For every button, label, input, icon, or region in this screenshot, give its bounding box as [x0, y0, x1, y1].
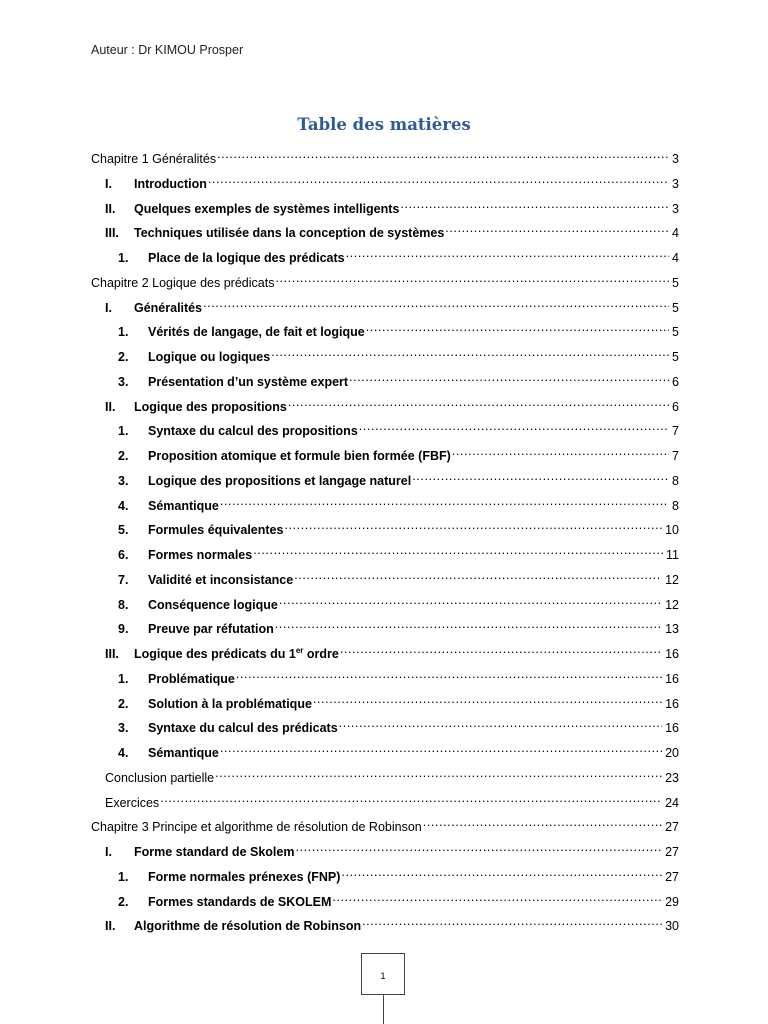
toc-entry-label: [148, 670, 235, 688]
toc-dot-leader: [220, 492, 669, 510]
toc-entry[interactable]: [118, 739, 679, 760]
toc-entry-label-text: Logique des propositions et langage naturel: [148, 473, 412, 488]
toc-entry-number: 1.: [118, 251, 129, 265]
toc-entry-label: [91, 818, 422, 836]
toc-entry-label: [148, 546, 252, 564]
toc-entry-number: 7.: [118, 572, 129, 587]
toc-title: Table des matières: [297, 115, 471, 134]
toc-entry-page: 24: [665, 795, 679, 810]
toc-entry-page: 27: [665, 869, 679, 884]
toc-entry-label: [134, 200, 399, 218]
toc-dot-leader: [366, 318, 669, 336]
toc-entry-page: 13: [665, 622, 679, 637]
toc-entry-page: 27: [665, 845, 679, 859]
page-number-box: [361, 953, 405, 995]
toc-dot-leader: [220, 739, 662, 757]
toc-dot-leader: [445, 219, 669, 237]
toc-entry-number: 2.: [118, 696, 129, 711]
toc-entry-label: [148, 497, 219, 515]
toc-entry[interactable]: [118, 318, 679, 340]
toc-entry-page: 20: [665, 746, 679, 760]
toc-entry[interactable]: [118, 368, 679, 389]
toc-entry-page: 6: [672, 399, 679, 414]
toc-dot-leader: [412, 467, 669, 485]
toc-entry-number: 4.: [118, 498, 129, 513]
toc-entry-label-suffix: ordre: [303, 647, 339, 661]
toc-dot-leader: [208, 170, 669, 188]
toc-entry-label: [134, 843, 294, 861]
toc-dot-leader: [359, 417, 669, 435]
toc-entry-label-text: Conclusion partielle: [105, 770, 215, 785]
toc-entry-page: 3: [672, 176, 679, 191]
toc-entry-number: 3.: [118, 374, 129, 389]
toc-entry[interactable]: [105, 764, 679, 785]
toc-entry-page: 3: [672, 201, 679, 216]
toc-entry-label: [105, 794, 159, 812]
toc-dot-leader: [295, 838, 662, 856]
toc-entry-page: 12: [665, 572, 679, 587]
toc-entry-number: 1.: [118, 424, 129, 439]
toc-entry-page: 5: [672, 275, 679, 290]
toc-entry-label-text: Conséquence logique: [148, 597, 278, 612]
toc-entry-page: 3: [672, 152, 679, 166]
toc-entry-number: I.: [105, 176, 112, 191]
toc-entry[interactable]: [118, 467, 679, 488]
toc-entry[interactable]: [105, 912, 679, 934]
toc-entry-label-text: Formules équivalentes: [148, 523, 284, 538]
toc-entry-label-text: Algorithme de résolution de Robinson: [134, 919, 362, 934]
toc-entry[interactable]: [118, 888, 679, 909]
toc-entry[interactable]: [91, 269, 679, 290]
toc-entry-number: 2.: [118, 449, 129, 463]
toc-entry-number: 6.: [118, 548, 129, 562]
toc-entry[interactable]: [105, 838, 679, 859]
toc-entry-superscript: er: [295, 646, 304, 655]
toc-dot-leader: [275, 269, 669, 287]
toc-entry-label-text: Solution à la problématique: [148, 696, 312, 711]
toc-entry-label-text: Logique des propositions: [134, 399, 287, 414]
toc-entry[interactable]: [118, 863, 679, 884]
toc-dot-leader: [400, 195, 669, 213]
toc-entry-label: [148, 596, 278, 614]
toc-entry-page: 16: [665, 721, 679, 736]
toc-entry-label: [148, 744, 219, 762]
toc-entry-label: [148, 571, 293, 589]
toc-entry-label: [134, 917, 361, 935]
toc-entry-label: [134, 175, 207, 193]
toc-entry-label-text: Vérités de langage, de fait et logique: [148, 325, 365, 340]
toc-entry-label: [148, 620, 274, 638]
document-author-header: Auteur : Dr KIMOU Prosper: [91, 43, 244, 57]
toc-entry-label: [148, 249, 345, 267]
toc-dot-leader: [452, 442, 669, 460]
toc-entry[interactable]: [105, 789, 679, 810]
toc-entry-label-text: Sémantique: [148, 498, 219, 513]
toc-entry-number: 3.: [118, 473, 129, 488]
toc-entry-label-text: Syntaxe du calcul des prédicats: [148, 721, 338, 736]
toc-entry-label: [148, 447, 451, 465]
toc-entry-label: [148, 373, 348, 391]
toc-entry-number: 8.: [118, 597, 129, 612]
toc-dot-leader: [279, 591, 662, 609]
toc-entry[interactable]: [91, 813, 679, 835]
toc-dot-leader: [215, 764, 662, 782]
toc-dot-leader: [341, 863, 662, 881]
toc-entry-number: 2.: [118, 894, 129, 909]
toc-entry-label: [148, 893, 331, 911]
toc-entry[interactable]: [91, 145, 679, 166]
toc-entry-number: III.: [105, 226, 119, 241]
toc-entry-number: III.: [105, 647, 119, 661]
toc-entry-label-text: Chapitre 1 Généralités: [91, 152, 217, 166]
toc-entry-label: [105, 769, 214, 787]
toc-entry-label-text: Présentation d’un système expert: [148, 374, 349, 389]
toc-entry[interactable]: [118, 615, 679, 637]
toc-entry-page: 11: [666, 548, 679, 562]
toc-entry[interactable]: [118, 343, 679, 364]
toc-entry-page: 5: [672, 325, 679, 340]
toc-entry-page: 7: [672, 424, 679, 439]
toc-entry-number: I.: [105, 845, 112, 859]
toc-entry[interactable]: [105, 640, 679, 661]
toc-entry-label-text: Place de la logique des prédicats: [148, 251, 345, 265]
toc-entry-label: [91, 274, 274, 292]
toc-dot-leader: [362, 912, 662, 930]
page-number: 1: [380, 971, 386, 981]
toc-dot-leader: [294, 566, 662, 584]
toc-entry-number: I.: [105, 300, 112, 315]
toc-entry-number: 1.: [118, 671, 129, 686]
toc-dot-leader: [203, 294, 669, 312]
toc-entry[interactable]: [105, 170, 679, 191]
toc-entry-number: 5.: [118, 523, 129, 538]
toc-entry-label-text: Techniques utilisée dans la conception de systèmes: [134, 226, 445, 241]
toc-entry-page: 16: [665, 696, 679, 711]
toc-entry[interactable]: [118, 516, 679, 538]
toc-dot-leader: [313, 690, 662, 708]
toc-entry-page: 23: [665, 770, 679, 785]
toc-entry-number: II.: [105, 919, 116, 934]
toc-entry-page: 8: [672, 498, 679, 513]
toc-entry-number: II.: [105, 201, 116, 216]
toc-entry-number: II.: [105, 399, 116, 414]
toc-entry-label-text: Généralités: [134, 300, 203, 315]
toc-entry-label-text: Quelques exemples de systèmes intelligents: [134, 201, 400, 216]
toc-entry[interactable]: [118, 492, 679, 513]
toc-entry-page: 27: [665, 820, 679, 835]
toc-entry[interactable]: [105, 294, 679, 315]
toc-entry[interactable]: [118, 566, 679, 587]
toc-entry-label-text: Introduction: [134, 176, 207, 191]
toc-entry-label: [134, 398, 287, 416]
toc-entry-label-text: Formes normales: [148, 548, 253, 562]
toc-dot-leader: [217, 145, 669, 163]
toc-entry-label-text: Logique ou logiques: [148, 350, 271, 364]
toc-entry-page: 16: [665, 647, 679, 661]
toc-entry-number: 1.: [118, 325, 129, 340]
toc-entry-label: [148, 521, 283, 539]
toc-entry-page: 7: [672, 449, 679, 463]
toc-entry-label-text: Forme standard de Skolem: [134, 845, 295, 859]
toc-entry-label-text: Chapitre 2 Logique des prédicats: [91, 275, 275, 290]
toc-dot-leader: [271, 343, 669, 361]
toc-entry-label-text: Syntaxe du calcul des propositions: [148, 424, 358, 439]
toc-dot-leader: [332, 888, 662, 906]
toc-entry[interactable]: [118, 714, 679, 736]
toc-entry-page: 12: [665, 597, 679, 612]
toc-entry[interactable]: [105, 393, 679, 414]
toc-entry-label: [148, 719, 338, 737]
toc-entry-label-text: Chapitre 3 Principe et algorithme de résolution de Robinson: [91, 820, 422, 835]
toc-entry-page: 30: [665, 919, 679, 934]
toc-entry[interactable]: [118, 442, 679, 463]
toc-dot-leader: [236, 665, 662, 683]
toc-entry[interactable]: [105, 219, 679, 241]
toc-entry-page: 10: [665, 523, 679, 538]
toc-entry-label-text: Forme normales prénexes (FNP): [148, 869, 341, 884]
toc-entry-label: [148, 472, 411, 490]
toc-entry[interactable]: [105, 195, 679, 216]
toc-entry-page: 4: [672, 226, 679, 241]
toc-entry-page: 5: [672, 350, 679, 364]
toc-entry-number: 4.: [118, 746, 129, 760]
toc-dot-leader: [340, 640, 662, 658]
toc-entry[interactable]: [118, 417, 679, 439]
toc-entry-label: [148, 323, 365, 341]
toc-entry-label-text: Exercices: [105, 795, 160, 810]
toc-entry-label: [134, 224, 444, 242]
toc-entry-label: [134, 645, 339, 663]
toc-entry-page: 5: [672, 300, 679, 315]
toc-dot-leader: [160, 789, 662, 807]
toc-dot-leader: [346, 244, 669, 262]
toc-entry[interactable]: [118, 244, 679, 265]
toc-entry-label: [91, 150, 216, 168]
toc-entry-label-text: Sémantique: [148, 746, 219, 760]
toc-dot-leader: [423, 813, 662, 831]
toc-entry-page: 4: [672, 251, 679, 265]
toc-entry-label-text: Validité et inconsistance: [148, 572, 294, 587]
toc-entry-label: [134, 299, 202, 317]
toc-entry-label: [148, 868, 340, 886]
toc-entry-page: 8: [672, 473, 679, 488]
toc-dot-leader: [275, 615, 662, 633]
toc-entry-label-text: Formes standards de SKOLEM: [148, 894, 332, 909]
footer-divider-line: [383, 995, 384, 1024]
toc-dot-leader: [284, 516, 662, 534]
toc-dot-leader: [288, 393, 669, 411]
toc-entry-page: 16: [665, 671, 679, 686]
toc-entry[interactable]: [118, 665, 679, 686]
toc-entry[interactable]: [118, 690, 679, 711]
toc-entry-number: 9.: [118, 622, 129, 637]
toc-dot-leader: [349, 368, 669, 386]
toc-entry-label: [148, 422, 358, 440]
toc-entry-label: [148, 695, 312, 713]
toc-dot-leader: [253, 541, 663, 559]
toc-entry-label-text: Problématique: [148, 671, 235, 686]
toc-entry-label-text: Preuve par réfutation: [148, 622, 274, 637]
toc-entry[interactable]: [118, 591, 679, 612]
toc-entry-label: [148, 348, 270, 366]
toc-entry-number: 1.: [118, 869, 129, 884]
toc-entry-number: 3.: [118, 721, 129, 736]
toc-entry-label-text: Logique des prédicats du 1: [134, 647, 296, 661]
toc-entry-page: 6: [672, 374, 679, 389]
toc-entry-label-text: Proposition atomique et formule bien formée (FBF): [148, 449, 451, 463]
toc-entry-number: 2.: [118, 350, 129, 364]
toc-entry-page: 29: [665, 894, 679, 909]
toc-dot-leader: [339, 714, 662, 732]
toc-entry[interactable]: [118, 541, 679, 562]
